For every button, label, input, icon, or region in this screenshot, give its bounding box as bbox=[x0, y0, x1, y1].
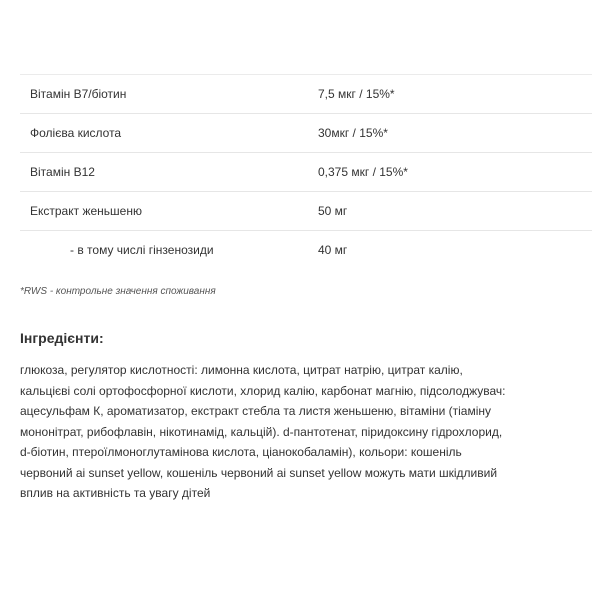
table-row bbox=[20, 191, 592, 230]
nutrient-table bbox=[20, 74, 592, 269]
nutrient-name: - в тому числі гінзенозиди bbox=[70, 243, 214, 257]
nutrient-name: Фолієва кислота bbox=[30, 126, 122, 140]
table-row bbox=[20, 152, 592, 191]
nutrient-value: 7,5 мкг / 15%* bbox=[318, 87, 395, 101]
nutrient-name: Вітамін B12 bbox=[30, 165, 95, 179]
ingredients-heading: Інгредієнти: bbox=[20, 330, 104, 346]
ingredients-line: вплив на активність та увагу дітей bbox=[20, 486, 211, 500]
ingredients-line: мононітрат, рибофлавін, нікотинамід, кальцій). d-пантотенат, піридоксину гідрохлорид, bbox=[20, 424, 503, 439]
nutrient-value: 40 мг bbox=[318, 243, 348, 257]
table-row bbox=[20, 230, 592, 269]
ingredients-text bbox=[20, 360, 580, 504]
ingredients-line: глюкоза, регулятор кислотності: лимонна кислота, цитрат натрію, цитрат калію, bbox=[20, 363, 463, 377]
nutrient-value: 30мкг / 15%* bbox=[318, 126, 388, 140]
ingredients-line: d-біотин, птероїлмоноглутамінова кислота, ціанокобаламін), кольори: кошеніль bbox=[20, 445, 462, 459]
rws-footnote: *RWS - контрольне значення споживання bbox=[20, 286, 216, 297]
nutrient-name: Екстракт женьшеню bbox=[30, 204, 142, 218]
table-row bbox=[20, 74, 592, 113]
ingredients-line: ацесульфам К, ароматизатор, екстракт стебла та листя женьшеню, вітаміни (тіаміну bbox=[20, 404, 492, 418]
nutrient-value: 0,375 мкг / 15%* bbox=[318, 165, 408, 179]
ingredients-line: червоний аі sunset yellow, кошеніль червоний аі sunset yellow можуть мати шкідливий bbox=[20, 465, 498, 480]
table-row bbox=[20, 113, 592, 152]
ingredients-line: кальцієві солі ортофосфорної кислоти, хлорид калію, карбонат магнію, підсолоджувач: bbox=[20, 383, 506, 398]
nutrient-name: Вітамін B7/біотин bbox=[30, 87, 127, 101]
nutrient-value: 50 мг bbox=[318, 204, 348, 218]
